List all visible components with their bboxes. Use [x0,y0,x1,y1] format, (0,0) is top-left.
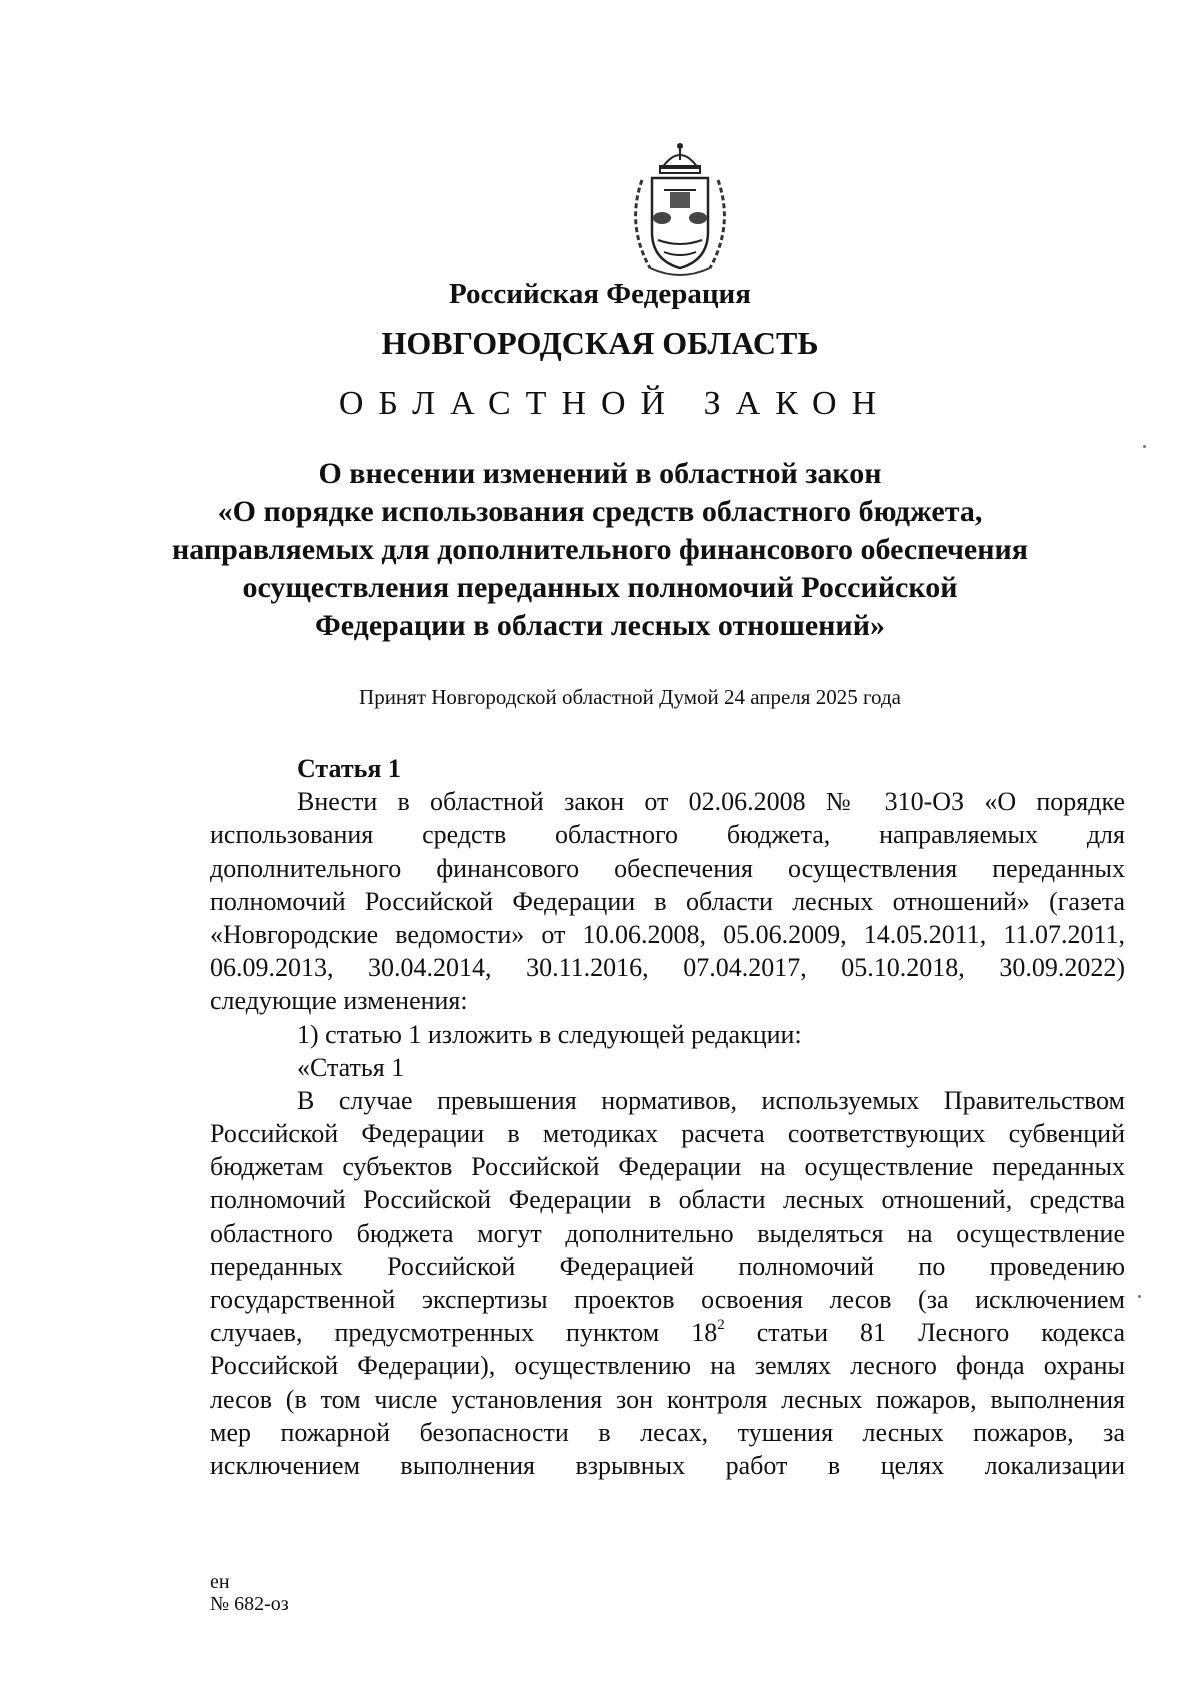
adoption-note: Принят Новгородской областной Думой 24 апреля 2025 года [359,685,901,709]
body-line-part: случаев, предусмотренных пунктом 18 [210,1318,718,1348]
body-line: бюджетам субъектов Российской Федерации на осуществление переданных [210,1152,1125,1182]
scan-artifact [1143,445,1146,448]
law-title-line: направляемых для дополнительного финансового обеспечения [171,533,1029,566]
body-line: Внести в областной закон от 02.06.2008 № 310-ОЗ «О порядке [297,787,1125,817]
body-line-part: статьи 81 Лесного кодекса [724,1318,1125,1348]
executor-initials: ен [210,1571,230,1593]
body-line: В случае превышения нормативов, используемых Правительством [297,1085,1125,1115]
body-line: 06.09.2013, 30.04.2014, 30.11.2016, 07.04.2017, 05.10.2018, 30.09.2022) [210,953,1125,983]
body-line: дополнительного финансового обеспечения осуществления переданных [210,853,1125,883]
law-title-line: Федерации в области лесных отношений» [315,609,885,642]
body-line: Российской Федерации в методиках расчета соответствующих субвенций [210,1119,1125,1149]
document-type-heading: ОБЛАСТНОЙ ЗАКОН [338,385,892,422]
body-line: государственной экспертизы проектов освоения лесов (за исключением [210,1285,1125,1315]
country-heading: Российская Федерация [449,278,751,310]
article-heading: Статья 1 [297,754,401,783]
body-line: «Новгородские ведомости» от 10.06.2008, 05.06.2009, 14.05.2011, 11.07.2011, [210,919,1125,949]
body-line: мер пожарной безопасности в лесах, тушения лесных пожаров, за [210,1417,1125,1447]
scan-artifact [1138,1295,1141,1298]
body-line: лесов (в том числе установления зон контроля лесных пожаров, выполнения [210,1384,1125,1414]
region-heading: НОВГОРОДСКАЯ ОБЛАСТЬ [381,325,819,361]
footer-reference [210,1571,289,1615]
body-line: областного бюджета могут дополнительно выделяться на осуществление [210,1218,1125,1248]
body-line: переданных Российской Федерацией полномочий по проведению [210,1251,1125,1281]
body-line: использования средств областного бюджета, направляемых для [210,820,1125,850]
novgorod-coat-of-arms-icon [620,140,740,285]
law-number: № 682-оз [210,1593,289,1615]
body-line: следующие изменения: [210,986,468,1016]
body-line: «Статья 1 [297,1052,405,1082]
body-line: 1) статью 1 изложить в следующей редакции: [297,1019,802,1049]
body-line: Российской Федерации), осуществлению на землях лесного фонда охраны [210,1351,1125,1381]
law-title [150,455,1050,645]
body-line: полномочий Российской Федерации в области лесных отношений, средства [210,1185,1125,1215]
law-title-line: осуществления переданных полномочий Российской [242,571,958,604]
body-line: полномочий Российской Федерации в области лесных отношений» (газета [210,886,1125,916]
article-body [210,752,1125,1482]
superscript: 2 [717,1317,725,1334]
law-title-line: «О порядке использования средств областного бюджета, [217,495,983,528]
body-line: исключением выполнения взрывных работ в целях локализации [210,1450,1125,1480]
law-title-line: О внесении изменений в областной закон [318,457,882,490]
body-line-with-superscript [210,1316,1125,1349]
